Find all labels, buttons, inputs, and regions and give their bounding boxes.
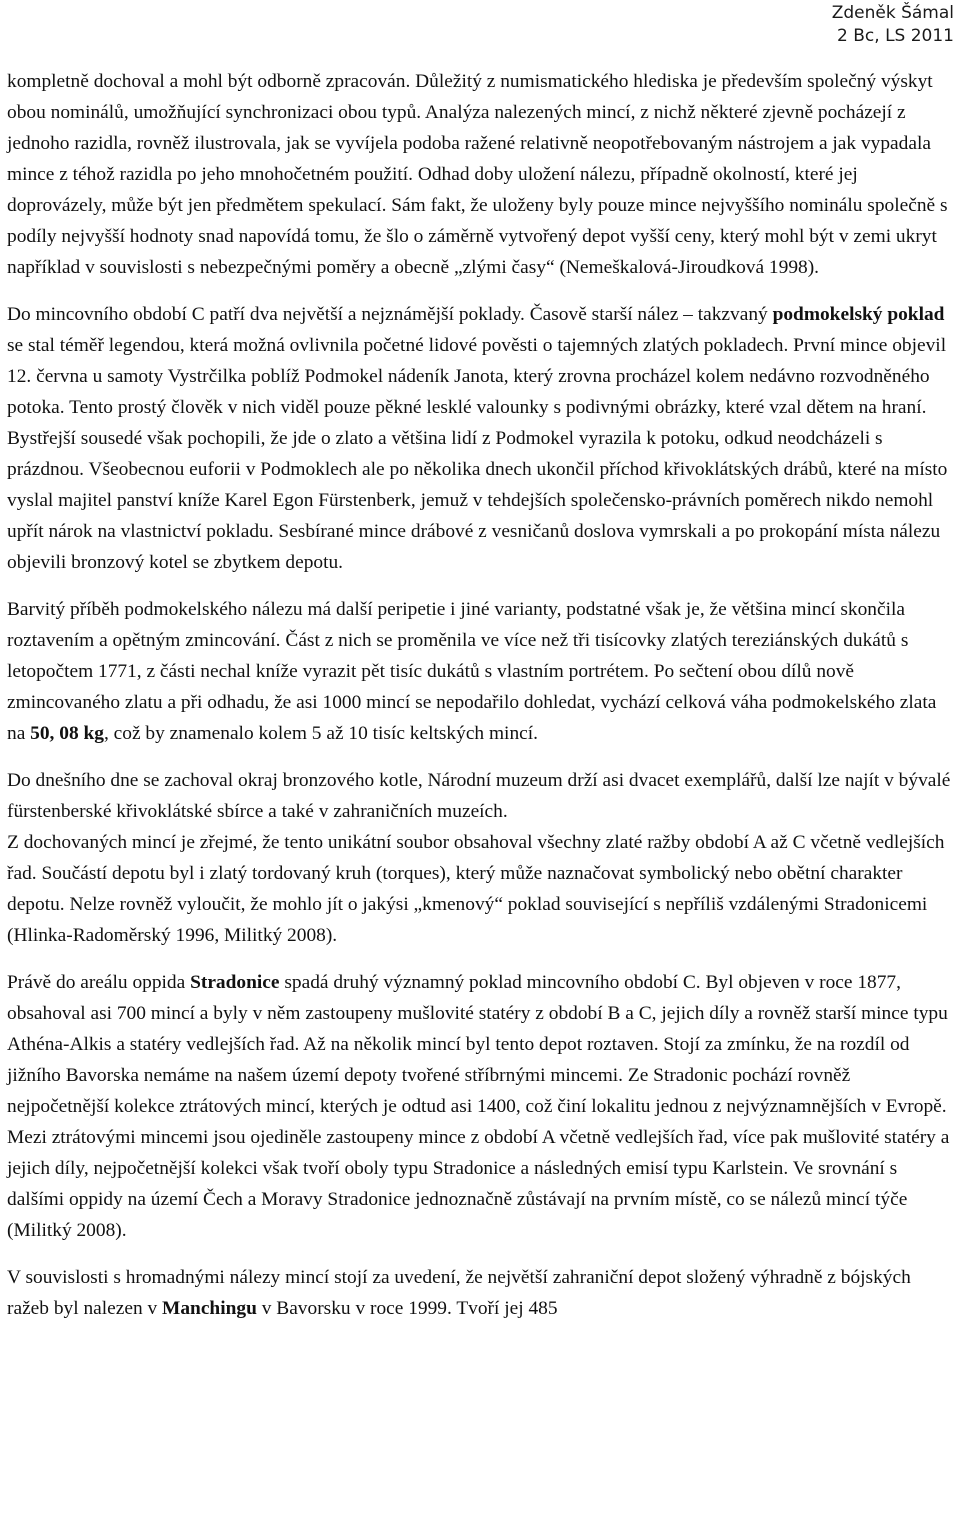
bold-term-stradonice: Stradonice bbox=[190, 972, 280, 993]
paragraph-text: Do mincovního období C patří dva největší a nejznámější poklady. Časově starší nález – takzvaný bbox=[7, 304, 773, 325]
page-header bbox=[832, 2, 954, 48]
paragraph-text: V souvislosti s hromadnými nálezy mincí stojí za uvedení, že největší zahraniční depot složený výhradně z bójských ražeb byl nalezen v bbox=[7, 1267, 911, 1319]
paragraph-text: , což by znamenalo kolem 5 až 10 tisíc keltských mincí. bbox=[103, 723, 538, 744]
paragraph-text: spadá druhý významný poklad mincovního období C. Byl objeven v roce 1877, obsahoval asi 700 mincí a byly v něm zastoupeny mušlovité statéry z období B a C, jejich díly a rovněž starší mince typu Athéna-Alkis a statéry vedlejších řad. Až na několik mincí byl tento depot roztaven. Stojí za zmínku, že na rozdíl od jižního Bavorska nemáme na našem území depoty tvořené stříbrnými mincemi. Ze Stradonic pochází rovněž nejpočetnější kolekce ztrátových mincí, kterých je odtud asi 1400, což činí lokalitu jednou z nejvýznamnějších v Evropě. Mezi ztrátovými mincemi jsou ojediněle zastoupeny mince z období A včetně vedlejších řad, více pak mušlovité statéry a jejich díly, nejpočetnější kolekci však tvoří oboly typu Stradonice a následných emisí typu Karlstein. Ve srovnání s dalšími oppidy na území Čech a Moravy Stradonice jednoznačně zůstávají na prvním místě, co se nálezů mincí týče (Militký 2008). bbox=[7, 972, 950, 1241]
paragraph-text: se stal téměř legendou, která možná ovlivnila početné lidové pověsti o tajemných zlatých pokladech. První mince objevil 12. června u samoty Vystrčilka poblíž Podmokel nádeník Janota, který zrovna procházel kolem nedávno rozvodněného potoka. Tento prostý člověk v nich viděl pouze pěkné lesklé valounky s podivnými obrázky, které vzal dětem na hraní. Bystřejší sousedé však pochopili, že jde o zlato a většina lidí z Podmokel vyrazila k potoku, odkud neodcházeli s prázdnou. Všeobecnou euforii v Podmoklech ale po několika dnech ukončil příchod křivoklátských drábů, které na místo vyslal majitel panství kníže Karel Egon Fürstenberk, jemuž v tehdejších společensko-právních poměrech nikdo nemohl upřít nárok na vlastnictví pokladu. Sesbírané mince drábové z vesničanů doslova vymrskali a po prokopání místa nálezu objevili bronzový kotel se zbytkem depotu. bbox=[7, 335, 948, 573]
author-name: Zdeněk Šámal bbox=[831, 3, 954, 23]
paragraph-hoard-contents bbox=[7, 827, 953, 951]
paragraph-manching bbox=[7, 1262, 953, 1324]
paragraph-text: Právě do areálu oppida bbox=[7, 972, 191, 993]
bold-weight-value: 50, 08 kg bbox=[30, 723, 104, 744]
bold-term-podmokly: podmokelský poklad bbox=[772, 304, 945, 325]
paragraph-preserved-remains bbox=[7, 765, 953, 827]
document-body bbox=[7, 66, 953, 1340]
paragraph-text: Z dochovaných mincí je zřejmé, že tento unikátní soubor obsahoval všechny zlaté ražby období A až C včetně vedlejších řad. Součástí depotu byl i zlatý tordovaný kruh (torques), který může naznačovat symbolický nebo obětní charakter depotu. Nelze rovněž vyloučit, že mohlo jít o jakýsi „kmenový“ poklad související s nepříliš vzdálenými Stradonicemi (Hlinka-Radoměrský 1996, Militký 2008). bbox=[7, 832, 945, 946]
paragraph-text: Do dnešního dne se zachoval okraj bronzového kotle, Národní muzeum drží asi dvacet exemplářů, další lze najít v bývalé fürstenberské křivoklátské sbírce a také v zahraničních muzeích. bbox=[7, 770, 951, 822]
paragraph-text: v Bavorsku v roce 1999. Tvoří jej 485 bbox=[256, 1298, 558, 1319]
paragraph-minting-analysis bbox=[7, 66, 953, 283]
paragraph-text: kompletně dochoval a mohl být odborně zpracován. Důležitý z numismatického hlediska je především společný výskyt obou nominálů, umožňující synchronizaci obou typů. Analýza nalezených mincí, z nichž některé zjevně pocházejí z jednoho razidla, rovněž ilustrovala, jak se vyvíjela podoba ražené relativně neopotřebovaným nástrojem a jak vypadala mince z téhož razidla po jeho mnohočetném použití. Odhad doby uložení nálezu, případně okolností, které jej doprovázely, může být jen předmětem spekulací. Sám fakt, že uloženy byly pouze mince nejvyššího nominálu společně s podíly nejvyšší hodnoty snad napovídá tomu, že šlo o záměrně vytvořený depot vyšší ceny, který mohl být v zemi ukryt například v souvislosti s nebezpečnými poměry a obecně „zlými časy“ (Nemeškalová-Jiroudková 1998). bbox=[7, 71, 948, 278]
course-term: 2 Bc, LS 2011 bbox=[837, 26, 954, 46]
paragraph-podmokly-story bbox=[7, 594, 953, 749]
paragraph-stradonice bbox=[7, 967, 953, 1246]
bold-term-manching: Manchingu bbox=[162, 1298, 257, 1319]
paragraph-podmokly-hoard bbox=[7, 299, 953, 578]
paragraph-text: Barvitý příběh podmokelského nálezu má další peripetie i jiné varianty, podstatné však je, že většina mincí skončila roztavením a opětným zmincování. Část z nich se proměnila ve více než tři tisícovky zlatých tereziánských dukátů s letopočtem 1771, z části nechal kníže vyrazit pět tisíc dukátů s vlastním portrétem. Po sečtení obou dílů nově zmincovaného zlatu a při odhadu, že asi 1000 mincí se nepodařilo dohledat, vychází celková váha podmokelského zlata na bbox=[7, 599, 937, 744]
